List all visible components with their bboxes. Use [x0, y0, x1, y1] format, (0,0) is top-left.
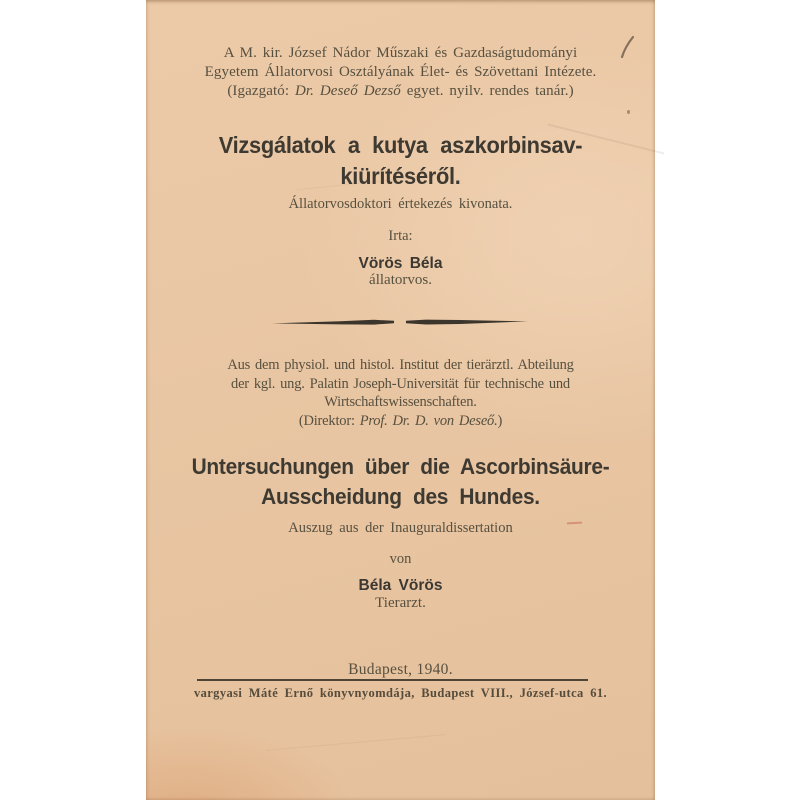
author-role-de: Tierarzt. — [375, 595, 426, 611]
handwritten-pen-stroke — [618, 34, 638, 60]
subtitle-de: Auszug aus der Inauguraldissertation — [288, 520, 513, 536]
main-title-hu-line2: kiürítéséről. — [340, 163, 461, 189]
institute-hu-line1: A M. kir. József Nádor Műszaki és Gazdaságtudományi — [223, 45, 578, 61]
paper-crease — [266, 734, 445, 751]
director-de-name: Prof. Dr. D. von Deseő. — [359, 412, 498, 429]
main-title-de-line1: Untersuchungen über die Ascorbinsäure- — [191, 454, 610, 479]
institute-de-line2: der kgl. ung. Palatin Joseph-Universität für technische und — [231, 375, 570, 392]
city-year-line: Budapest, 1940. — [348, 661, 453, 678]
dissertation-title-page — [146, 0, 655, 800]
institute-de-line1: Aus dem physiol. und histol. Institut der tierärztl. Abteilung — [227, 357, 574, 373]
main-title-de-line2: Ausscheidung des Hundes. — [261, 484, 540, 509]
subtitle-hu: Állatorvosdoktori értekezés kivonata. — [288, 196, 513, 212]
director-de-prefix: (Direktor: — [298, 412, 360, 429]
main-title-de — [159, 452, 643, 512]
director-hu-suffix: egyet. nyilv. rendes tanár.) — [400, 83, 574, 99]
author-name-de: Béla Vörös — [358, 577, 443, 594]
main-title-hu-line1: Vizsgálatok a kutya aszkorbinsav- — [218, 132, 583, 158]
tapered-rule-ornament — [270, 315, 530, 329]
footer-rule — [197, 679, 588, 681]
institute-block-de — [146, 356, 655, 430]
director-hu-name: Dr. Deseő Dezső — [294, 83, 401, 99]
institute-hu-director-line — [146, 82, 655, 101]
byline-hu: Irta: — [388, 228, 413, 244]
institute-hu-line2: Egyetem Állatorvosi Osztályának Élet- és Szövettani Intézete. — [204, 64, 597, 80]
main-title-hu — [159, 130, 643, 192]
byline-de: von — [389, 551, 412, 567]
director-de-suffix: ) — [497, 412, 503, 429]
institute-de-line3: Wirtschaftswissenschaften. — [324, 394, 477, 410]
ink-speck — [627, 110, 630, 114]
author-name-hu: Vörös Béla — [358, 255, 443, 272]
institute-block-hu — [146, 44, 655, 101]
printer-imprint: vargyasi Máté Ernő könyvnyomdája, Budapest VIII., József-utca 61. — [193, 686, 608, 700]
director-hu-prefix: (Igazgató: — [227, 83, 295, 99]
author-role-hu: állatorvos. — [369, 272, 432, 288]
institute-de-director-line — [146, 412, 655, 431]
